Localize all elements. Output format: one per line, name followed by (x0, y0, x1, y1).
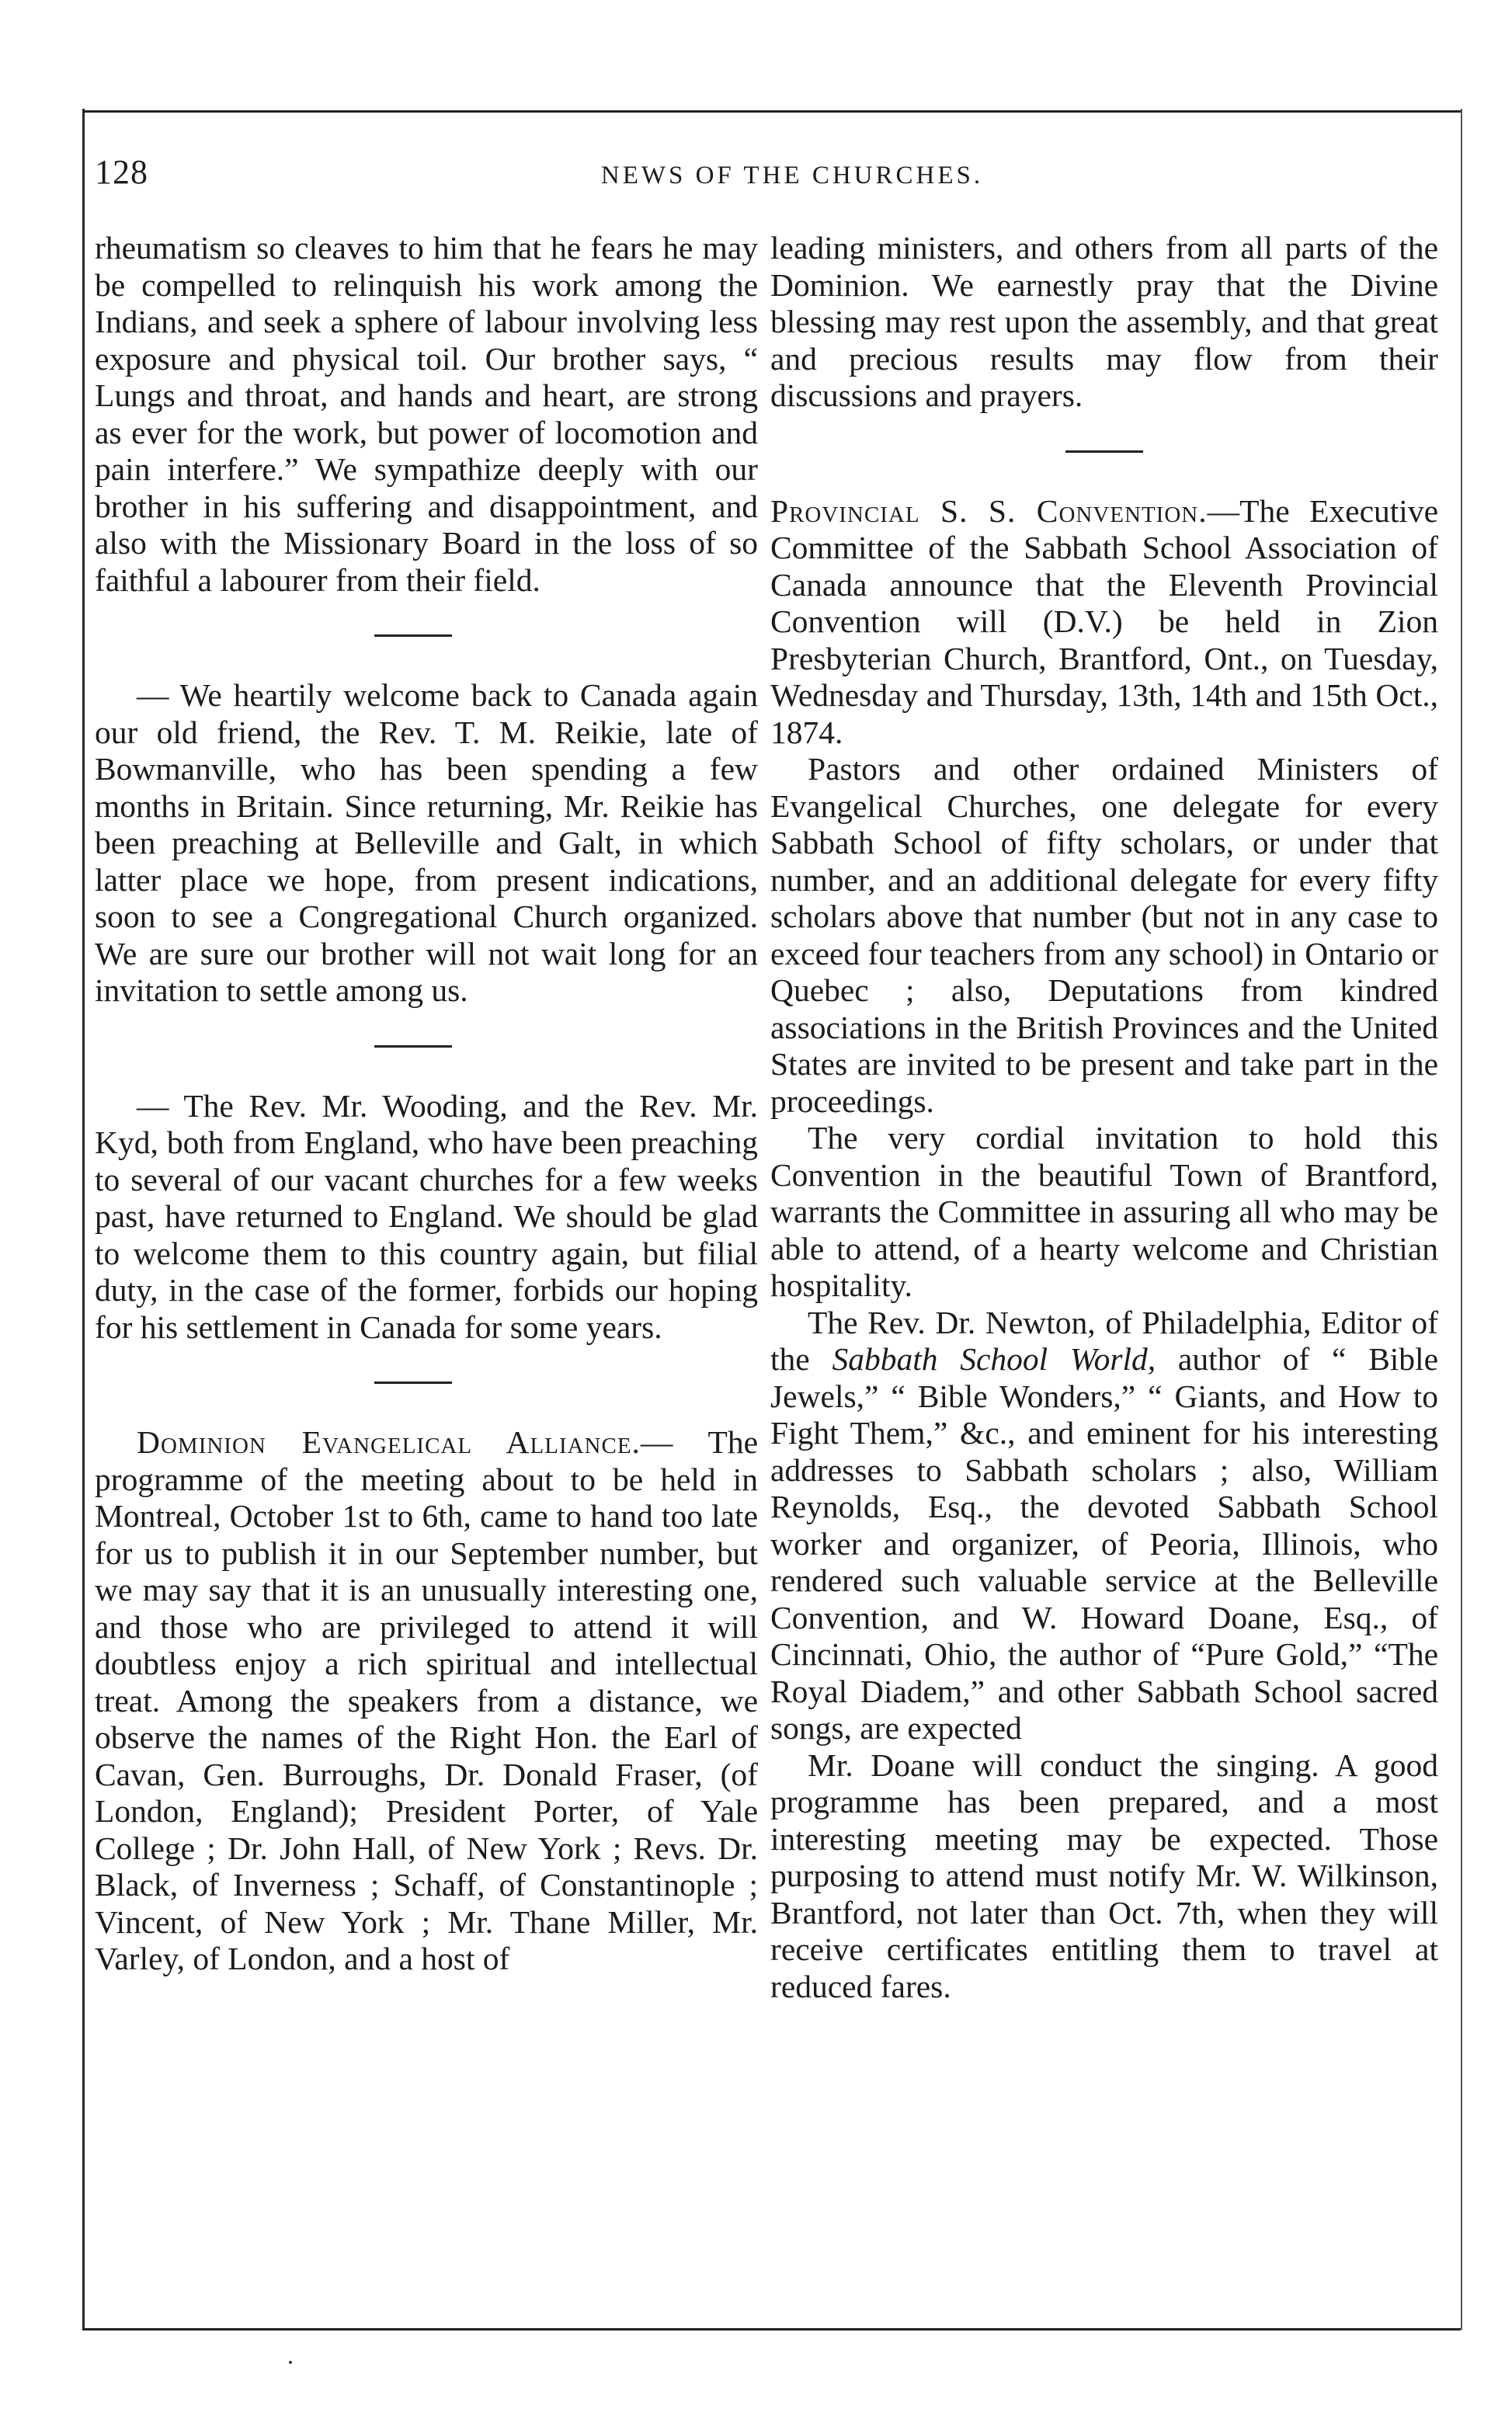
convention-body: —The Executive Committee of the Sabbath School Association of Canada announce that the Eleventh Provincial Convention will (D.V.) be held in Zion Presbyterian Church, Brantford, Ont., on Tuesday, Wednesday and Thursday, 13th, 14th and 15th Oct., 1874. (770, 492, 1438, 750)
left-paragraph-3: — The Rev. Mr. Wooding, and the Rev. Mr. Kyd, both from England, who have been preaching to several of our vacant churches for a few weeks past, have returned to England. We should be glad to welcome them to this country again, but filial duty, in the case of the former, forbids our hoping for his settlement in Canada for some years. (95, 1087, 758, 1345)
right-column (770, 230, 1438, 2005)
newton-rest: author of “ Bible Jewels,” “ Bible Wonders,” “ Giants, and How to Fight Them,” &c., and eminent for his interesting addresses to Sabbath scholars ; also, William Reynolds, Esq., the devoted Sabbath School worker and organizer, of Peoria, Illinois, who rendered such valuable service at the Belleville Convention, and W. Howard Doane, Esq., of Cincinnati, Ohio, the author of “Pure Gold,” “The Royal Diadem,” and other Sabbath School sacred songs, are expected (770, 1341, 1439, 1746)
left-paragraph-2: — We heartily welcome back to Canada again our old friend, the Rev. T. M. Reikie, late of Bowmanville, who has been spending a few months in Britain. Since returning, Mr. Reikie has been preaching at Belleville and Galt, in which latter place we hope, from present indications, soon to see a Congregational Church organized. We are sure our brother will not wait long for an invitation to settle among us. (95, 677, 758, 1008)
left-paragraph-1: rheumatism so cleaves to him that he fears he may be compelled to relinquish his work among the Indians, and seek a sphere of labour involving less exposure and physical toil. Our brother says, “ Lungs and throat, and hands and heart, are strong as ever for the work, but power of locomotion and pain interfere.” We sympathize deeply with our brother in his suffering and disappointment, and also with the Missionary Board in the loss of so faithful a labourer from their field. (95, 230, 758, 598)
right-paragraph-1: leading ministers, and others from all parts of the Dominion. We earnestly pray that the Divine blessing may rest upon the assembly, and that great and precious results may flow from their discussions and prayers. (770, 230, 1438, 413)
right-paragraph-6: Mr. Doane will conduct the singing. A good programme has been prepared, and a most interesting meeting may be expected. Those purposing to attend must notify Mr. W. Wilkinson, Brantford, not later than Oct. 7th, when they will receive certificates entitling them to travel at reduced fares. (770, 1747, 1438, 2004)
alliance-body: The programme of the meeting about to be held in Montreal, October 1st to 6th, came to hand too late for us to publish it in our September number, but we may say that it is an unusually interesting one, and those who are privileged to attend it will doubtless enjoy a rich spiritual and intellectual treat. Among the speakers from a distance, we observe the names of the Right Hon. the Earl of Cavan, Gen. Burroughs, Dr. Donald Fraser, (of London, England); President Porter, of Yale College ; Dr. John Hall, of New York ; Revs. Dr. Black, of Inverness ; Schaff, of Constantinople ; Vincent, of New York ; Mr. Thane Miller, Mr. Varley, of London, and a host of (95, 1424, 758, 1976)
separator-rule (374, 1045, 452, 1048)
separator-rule (374, 634, 452, 637)
stray-dot (289, 2361, 292, 2364)
bottom-rule (82, 2328, 1461, 2330)
right-paragraph-4: The very cordial invitation to hold this Convention in the beautiful Town of Brantford, warrants the Committee in assuring all who may be able to attend, of a hearty welcome and Christian hospitality. (770, 1120, 1438, 1303)
left-column (95, 230, 758, 1978)
separator-rule (374, 1382, 452, 1384)
section-heading-convention: Provincial S. S. Convention. (770, 492, 1208, 529)
right-paragraph-3: Pastors and other ordained Ministers of Evangelical Churches, one delegate for every Sabbath School of fifty scholars, or under that number, and an additional delegate for every fifty scholars above that number (but not in any case to exceed four teachers from any school) in Ontario or Quebec ; also, Deputations from kindred associations in the British Provinces and the United States are invited to be present and take part in the proceedings. (770, 751, 1438, 1119)
left-paragraph-4 (95, 1424, 758, 1978)
top-rule (82, 110, 1461, 113)
publication-title: Sabbath School World, (832, 1341, 1156, 1377)
separator-rule (1065, 450, 1143, 453)
right-paragraph-5 (770, 1305, 1438, 1747)
page-number: 128 (95, 153, 148, 191)
section-heading-alliance: Dominion Evangelical Alliance.— (137, 1424, 674, 1460)
right-paragraph-2 (770, 493, 1438, 752)
newton-intro: The Rev. Dr. Newton, of Philadelphia, Editor of the (770, 1304, 1438, 1377)
running-title: NEWS OF THE CHURCHES. (600, 162, 984, 189)
